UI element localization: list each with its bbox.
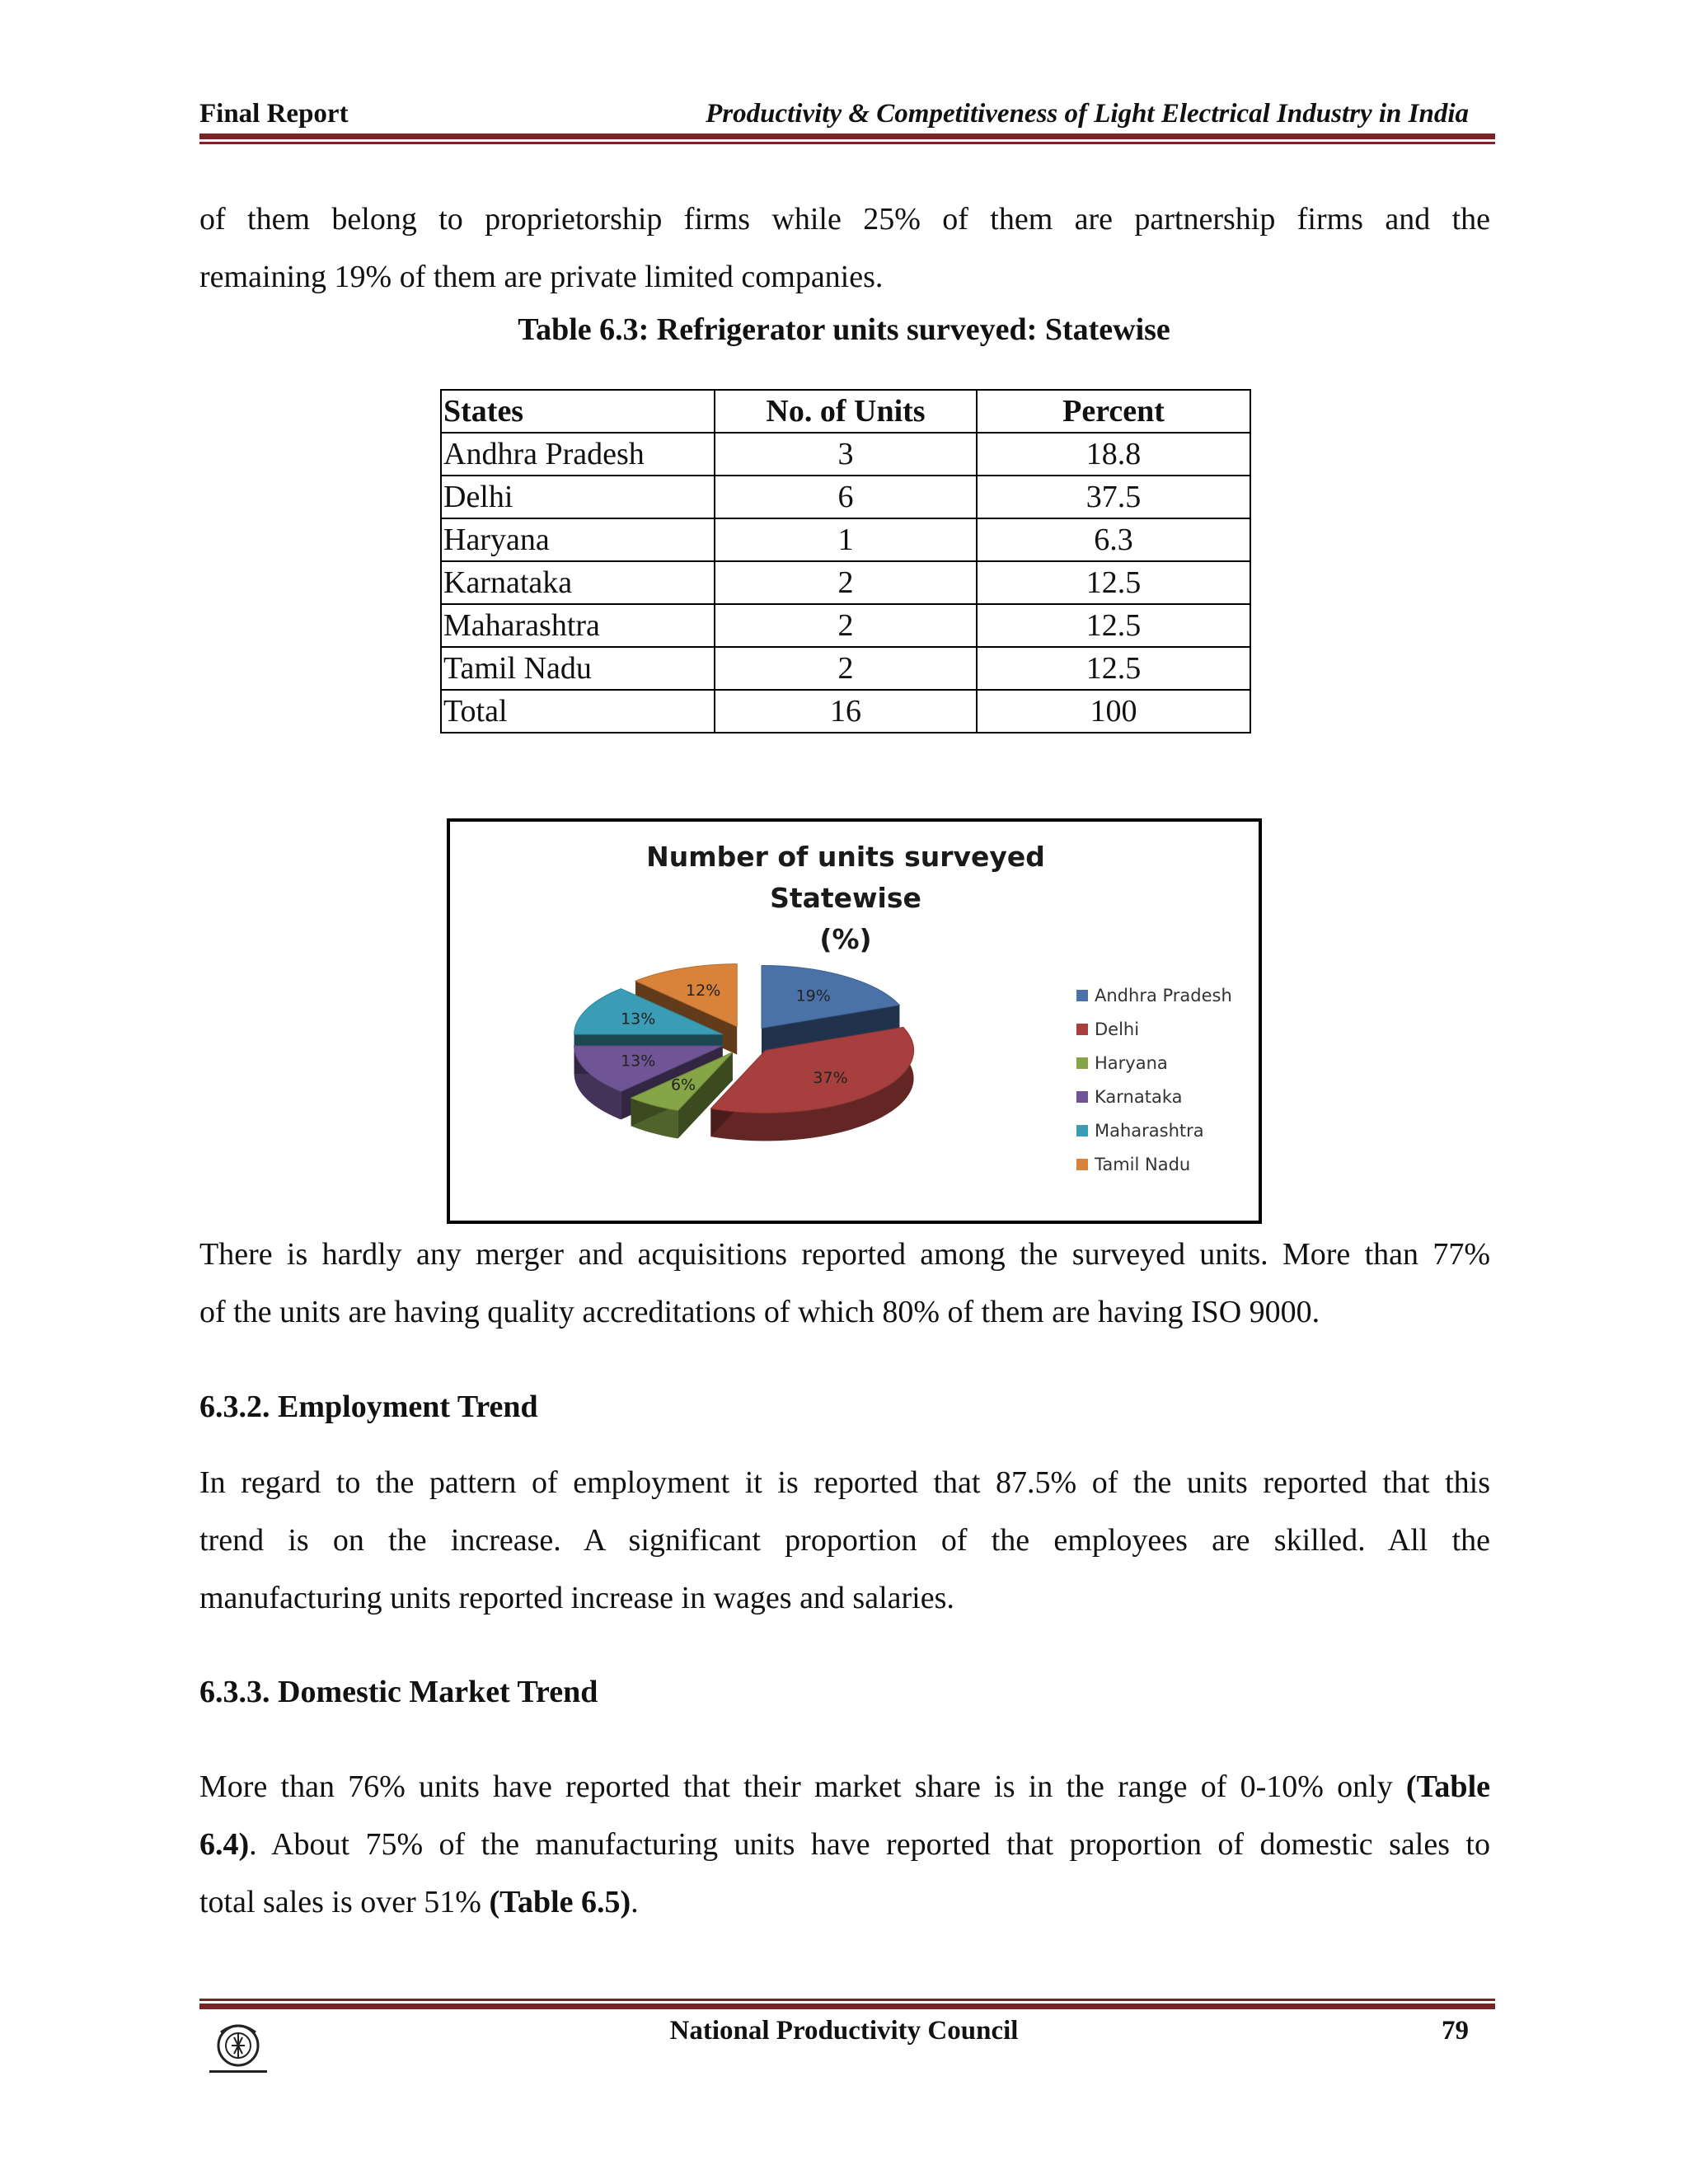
table-cell: Maharashtra [441,604,715,647]
header-rule-thin [199,142,1495,144]
text-run: total sales is over 51% [199,1885,490,1919]
paragraph-line [199,1758,1490,1816]
legend-item [1076,1080,1232,1113]
legend-label: Maharashtra [1095,1120,1204,1141]
table-header-row [441,390,1250,433]
legend-item [1076,1113,1232,1147]
legend-label: Tamil Nadu [1095,1154,1191,1174]
states-table [440,389,1251,733]
paragraph-line: trend is on the increase. A significant proportion of the employees are skilled. All the [199,1523,1490,1558]
table-row [441,518,1250,561]
table-caption: Table 6.3: Refrigerator units surveyed: Statewise [518,312,1170,347]
table-cell: Delhi [441,476,715,518]
paragraph-line: manufacturing units reported increase in wages and salaries. [199,1581,954,1615]
table-cell: 100 [977,690,1250,733]
pie-data-label: 6% [670,1076,696,1094]
table-cell: 2 [715,561,977,604]
pie-data-label: 13% [621,1052,656,1071]
pie-data-label: 37% [813,1068,848,1087]
page-number: 79 [1442,2016,1469,2046]
footer-rule-thin [199,1999,1495,2001]
table-cell: Haryana [441,518,715,561]
table-reference: 6.4) [199,1827,250,1862]
header-rule-thick [199,134,1495,139]
table-cell: Total [441,690,715,733]
legend-swatch [1076,1024,1088,1035]
legend-item [1076,1147,1232,1181]
table-cell: Tamil Nadu [441,647,715,690]
table-cell: 1 [715,518,977,561]
domestic-paragraph [199,1758,1490,1931]
text-run: More than 76% units have reported that their market share is in the range of 0-10% only [199,1769,1406,1804]
paragraph-line: of the units are having quality accreditations of which 80% of them are having ISO 9000. [199,1295,1320,1329]
table-cell: 2 [715,604,977,647]
legend-item [1076,978,1232,1012]
table-row [441,647,1250,690]
footer-organization: National Productivity Council [669,2016,1019,2046]
table-cell: 12.5 [977,604,1250,647]
table-row-total [441,690,1250,733]
table-cell: 3 [715,433,977,476]
header-cell-states: States [441,390,715,433]
header-document-title: Productivity & Competitiveness of Light Electrical Industry in India [706,99,1469,129]
table-cell: 12.5 [977,561,1250,604]
header-cell-units: No. of Units [715,390,977,433]
intro-paragraph [199,190,1490,306]
legend-label: Delhi [1095,1019,1140,1039]
legend-swatch [1076,990,1088,1001]
text-run: . About 75% of the manufacturing units have reported that proportion of domestic sales to [249,1827,1490,1862]
legend-label: Andhra Pradesh [1095,985,1232,1005]
table-cell: 2 [715,647,977,690]
legend-item [1076,1012,1232,1046]
table-reference: (Table [1405,1769,1490,1804]
chart-title-main: Number of units surveyed Statewise [646,841,1045,914]
table-row [441,604,1250,647]
table-row [441,561,1250,604]
table-cell: 18.8 [977,433,1250,476]
section-heading-domestic: 6.3.3. Domestic Market Trend [199,1675,598,1709]
pie-data-label: 12% [686,981,721,1000]
header-cell-percent: Percent [977,390,1250,433]
chart-legend [1076,978,1232,1181]
legend-item [1076,1046,1232,1080]
paragraph-line: In regard to the pattern of employment it is reported that 87.5% of the units reported that this [199,1465,1490,1500]
legend-label: Haryana [1095,1052,1168,1073]
table-cell: 6.3 [977,518,1250,561]
merger-paragraph [199,1226,1490,1341]
table-cell: 37.5 [977,476,1250,518]
table-row [441,433,1250,476]
paragraph-line: There is hardly any merger and acquisitions reported among the surveyed units. More than 77% [199,1237,1490,1272]
legend-swatch [1076,1159,1088,1170]
table-cell: 16 [715,690,977,733]
legend-label: Karnataka [1095,1086,1183,1107]
chart-title [598,837,1093,960]
pie-data-label: 19% [795,987,831,1005]
text-run: . [631,1885,639,1919]
chart-title-sub: (%) [819,923,872,955]
table-row [441,476,1250,518]
paragraph-line: of them belong to proprietorship firms while 25% of them are partnership firms and the [199,202,1490,237]
table-cell: Andhra Pradesh [441,433,715,476]
employment-paragraph [199,1454,1490,1627]
legend-swatch [1076,1125,1088,1137]
section-heading-employment: 6.3.2. Employment Trend [199,1390,538,1424]
legend-swatch [1076,1057,1088,1069]
paragraph-line: remaining 19% of them are private limited companies. [199,260,884,294]
table-reference: (Table 6.5) [489,1885,631,1919]
pie-chart-frame [447,818,1262,1224]
footer-rule-thick [199,2004,1495,2009]
paragraph-line [199,1873,1490,1931]
legend-swatch [1076,1091,1088,1103]
header-report-label: Final Report [199,99,349,129]
pie-data-label: 13% [621,1010,656,1029]
table-cell: Karnataka [441,561,715,604]
paragraph-line [199,1816,1490,1873]
table-cell: 6 [715,476,977,518]
table-cell: 12.5 [977,647,1250,690]
